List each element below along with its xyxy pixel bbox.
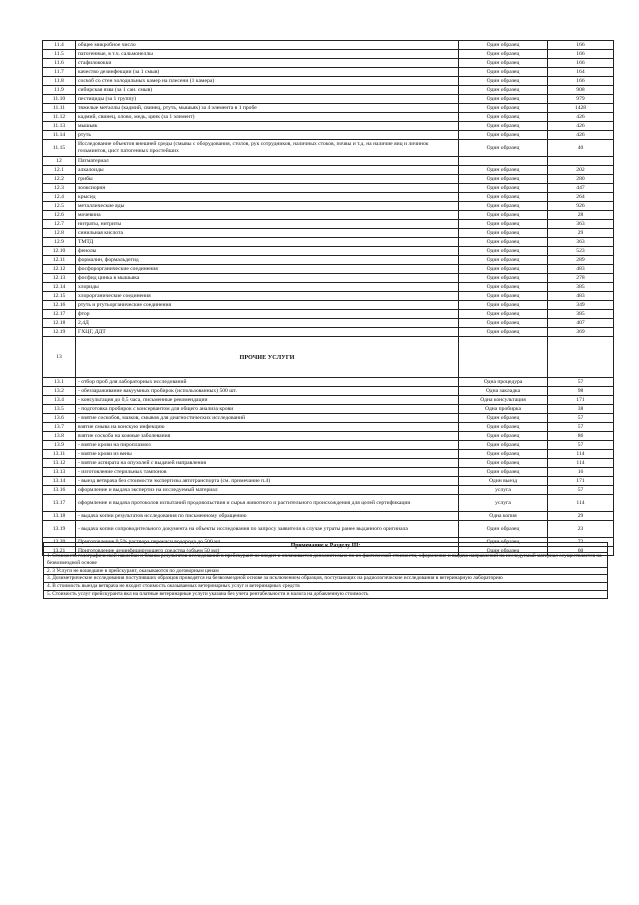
price-row — [43, 477, 614, 486]
row-name: кадмий, свинец, олово, медь, цинк (за 1 элемент) — [76, 113, 459, 122]
row-price: 385 — [548, 283, 614, 292]
row-code: 13.17 — [43, 495, 76, 512]
row-unit: Одна процедура — [459, 378, 548, 387]
row-name: 2,4Д — [76, 319, 459, 328]
row-unit: Один образец — [459, 441, 548, 450]
row-code: 12 — [43, 157, 76, 166]
row-price: 289 — [548, 256, 614, 265]
notes-table — [43, 542, 608, 599]
price-row — [43, 450, 614, 459]
price-row — [43, 193, 614, 202]
row-unit: Одна закладка — [459, 387, 548, 396]
row-unit — [459, 337, 548, 378]
row-price: 98 — [548, 387, 614, 396]
price-row — [43, 301, 614, 310]
price-row — [43, 521, 614, 538]
row-name: грибы — [76, 175, 459, 184]
price-row — [43, 175, 614, 184]
row-unit: Одна копия — [459, 512, 548, 521]
row-price: 426 — [548, 122, 614, 131]
row-price: 164 — [548, 68, 614, 77]
row-unit: Один образец — [459, 59, 548, 68]
row-name: - отбор проб для лабораторных исследований — [76, 378, 459, 387]
row-name: сибирская язва (за 1 сан. смыв) — [76, 86, 459, 95]
row-name: хлорорганические соединения — [76, 292, 459, 301]
row-unit: услуга — [459, 486, 548, 495]
note-text: 3. Дозиметрические исследования поступивших образцов проводятся на безвозмездной основе за исключением образцов, поступающих на радиологические исследования в ветеринарную лабораторию — [44, 575, 608, 583]
row-name: пестициды (за 1 группу) — [76, 95, 459, 104]
price-row — [43, 86, 614, 95]
row-code: 12.2 — [43, 175, 76, 184]
row-code: 11.14 — [43, 131, 76, 140]
row-code: 11.12 — [43, 113, 76, 122]
row-name: ТМТД — [76, 238, 459, 247]
row-code: 13.21 — [43, 547, 76, 556]
row-unit: Один образец — [459, 265, 548, 274]
price-row — [43, 238, 614, 247]
row-code: 12.12 — [43, 265, 76, 274]
note-row — [44, 567, 608, 575]
row-unit: Один образец — [459, 292, 548, 301]
row-price: 264 — [548, 193, 614, 202]
row-name: оформление и выдача экспертиз на исследуемый материал — [76, 486, 459, 495]
row-unit: Один образец — [459, 50, 548, 59]
note-text: 4. В стоимость выезда ветврача не входит стоимость оказываемых ветеринарных услуг и ветеринарных средств — [44, 583, 608, 591]
price-row — [43, 378, 614, 387]
price-table — [42, 40, 614, 556]
row-price: 171 — [548, 477, 614, 486]
row-code: 13.12 — [43, 459, 76, 468]
row-code: 12.17 — [43, 310, 76, 319]
price-row — [43, 247, 614, 256]
row-unit: Один образец — [459, 247, 548, 256]
row-price: 28 — [548, 211, 614, 220]
row-code: 13.5 — [43, 405, 76, 414]
price-row — [43, 495, 614, 512]
note-text: 2. 3 Услуги не вошедшие в прейскурант, оказываются по договорным ценам — [44, 567, 608, 575]
price-list-sheet — [42, 40, 609, 556]
row-name: ПРОЧИЕ УСЛУГИ — [76, 337, 459, 378]
price-row — [43, 512, 614, 521]
row-code: 11.7 — [43, 68, 76, 77]
row-unit: Один образец — [459, 202, 548, 211]
row-name: патогенные, в т.ч. сальмонеллы — [76, 50, 459, 59]
row-name: - выдача копии результатов исследования по письменному обращению — [76, 512, 459, 521]
row-price: 114 — [548, 450, 614, 459]
row-price: 166 — [548, 77, 614, 86]
row-code: 12.14 — [43, 283, 76, 292]
row-unit: Один образец — [459, 459, 548, 468]
row-code: 13.2 — [43, 387, 76, 396]
row-code: 13.7 — [43, 423, 76, 432]
row-code: 11.9 — [43, 86, 76, 95]
row-price: 29 — [548, 229, 614, 238]
price-row — [43, 319, 614, 328]
row-unit: Один образец — [459, 211, 548, 220]
price-row — [43, 211, 614, 220]
price-row — [43, 104, 614, 113]
row-price: 363 — [548, 238, 614, 247]
row-unit: услуга — [459, 495, 548, 512]
row-name: Приготовление 0,5% раствора перекиси водорода до 500 мл — [76, 538, 459, 547]
row-price: 166 — [548, 59, 614, 68]
row-name: стафилококки — [76, 59, 459, 68]
row-price: 40 — [548, 140, 614, 157]
row-name: - взятие соскобов, мазков, смывов для диагностических исследований — [76, 414, 459, 423]
note-text: 1. Стоимость голографической наклейки и бланка результатов исследований в прейскурант не входит и оплачивается дополнительно по их фактической стоимости, оформление и выдача направлений на исследуемый материал осуществляется на безвозмездной основе — [44, 553, 608, 568]
row-code: 12.16 — [43, 301, 76, 310]
row-name: синильная кислота — [76, 229, 459, 238]
price-row — [43, 77, 614, 86]
row-code: 11.15 — [43, 140, 76, 157]
notes-title: Примечание к Разделу III: — [44, 543, 608, 553]
row-price: 16 — [548, 468, 614, 477]
price-row — [43, 310, 614, 319]
row-unit: Один образец — [459, 521, 548, 538]
row-unit: Один образец — [459, 166, 548, 175]
row-name: хлориды — [76, 283, 459, 292]
row-code: 12.15 — [43, 292, 76, 301]
row-price: 349 — [548, 301, 614, 310]
price-row — [43, 432, 614, 441]
row-name: зооксиорин — [76, 184, 459, 193]
price-row — [43, 459, 614, 468]
row-price: 280 — [548, 175, 614, 184]
row-unit: Один образец — [459, 468, 548, 477]
price-row — [43, 441, 614, 450]
row-code: 13.18 — [43, 512, 76, 521]
row-unit: Один образец — [459, 131, 548, 140]
row-name: соскоб со стен холодильных камер на плесени (1 камера) — [76, 77, 459, 86]
row-price: 114 — [548, 459, 614, 468]
price-row — [43, 131, 614, 140]
row-unit: Одна пробирка — [459, 405, 548, 414]
row-name: Патматериал — [76, 157, 459, 166]
note-row — [44, 583, 608, 591]
row-code: 12.11 — [43, 256, 76, 265]
row-price: 385 — [548, 310, 614, 319]
row-unit: Одна консультация — [459, 396, 548, 405]
row-unit: Один образец — [459, 423, 548, 432]
row-name: взятие соскоба на кожные заболевания — [76, 432, 459, 441]
row-name: металлические яды — [76, 202, 459, 211]
row-price: 363 — [548, 220, 614, 229]
row-name: - изготовление стерильных тампонов — [76, 468, 459, 477]
row-code: 13.20 — [43, 538, 76, 547]
row-code: 11.4 — [43, 41, 76, 50]
row-unit: Один выезд — [459, 477, 548, 486]
row-name: формалин, формальдегид — [76, 256, 459, 265]
note-row — [44, 590, 608, 598]
row-unit: Один образец — [459, 301, 548, 310]
row-code: 12.19 — [43, 328, 76, 337]
price-row — [43, 274, 614, 283]
row-price — [548, 337, 614, 378]
row-name: фенолы — [76, 247, 459, 256]
row-unit: Один образец — [459, 86, 548, 95]
row-price: 72 — [548, 538, 614, 547]
row-price: 86 — [548, 432, 614, 441]
price-row — [43, 486, 614, 495]
row-name: - подготовка пробирок с консервантом для общего анализа крови — [76, 405, 459, 414]
row-name: Приготовление дезинфицирующего средства (объем 50 мл) — [76, 547, 459, 556]
price-row — [43, 220, 614, 229]
row-price: 171 — [548, 396, 614, 405]
row-price: 57 — [548, 486, 614, 495]
row-code: 13.4 — [43, 396, 76, 405]
row-code: 11.10 — [43, 95, 76, 104]
row-unit: Один образец — [459, 77, 548, 86]
price-row — [43, 122, 614, 131]
row-unit: Один образец — [459, 319, 548, 328]
row-unit: Один образец — [459, 113, 548, 122]
price-row — [43, 140, 614, 157]
row-code: 12.9 — [43, 238, 76, 247]
row-price: 523 — [548, 247, 614, 256]
row-price: 369 — [548, 328, 614, 337]
row-name: общее микробное число — [76, 41, 459, 50]
price-row — [43, 328, 614, 337]
row-name: фтор — [76, 310, 459, 319]
row-name: фосфид цинка в мышьяка — [76, 274, 459, 283]
row-unit: Один образец — [459, 450, 548, 459]
row-name: - выезд ветврача без стоимости экспертизы автотранспорта (см. примечание п.4) — [76, 477, 459, 486]
row-name: мочевина — [76, 211, 459, 220]
row-price: 278 — [548, 274, 614, 283]
row-code: 13.16 — [43, 486, 76, 495]
row-name: - взятие крови на пироплазмоз — [76, 441, 459, 450]
row-unit: Один образец — [459, 229, 548, 238]
row-unit: Один образец — [459, 538, 548, 547]
row-code: 13.13 — [43, 468, 76, 477]
row-price: 979 — [548, 95, 614, 104]
row-price: 60 — [548, 547, 614, 556]
price-row — [43, 50, 614, 59]
price-row — [43, 292, 614, 301]
row-price — [548, 157, 614, 166]
row-name: - взятие аспирата на опухолей с выдачей направления — [76, 459, 459, 468]
price-row — [43, 166, 614, 175]
row-name: Исследование объектов внешней среды (смывы с оборудования, столов, рук сотрудников, наличных стоков, почвы и т.д. на наличие яиц и личинок гельминтов, цист патогенных простейших — [76, 140, 459, 157]
row-price: 166 — [548, 41, 614, 50]
row-code: 12.10 — [43, 247, 76, 256]
row-code: 12.13 — [43, 274, 76, 283]
row-code: 11.8 — [43, 77, 76, 86]
row-code: 13.9 — [43, 441, 76, 450]
row-name: алкалоиды — [76, 166, 459, 175]
row-unit: Один образец — [459, 104, 548, 113]
row-unit: Один образец — [459, 256, 548, 265]
price-row — [43, 229, 614, 238]
price-row — [43, 405, 614, 414]
price-row — [43, 41, 614, 50]
price-row — [43, 423, 614, 432]
row-unit: Один образец — [459, 274, 548, 283]
row-name: фосфорорганические соединения — [76, 265, 459, 274]
row-code: 13.19 — [43, 521, 76, 538]
row-unit: Один образец — [459, 95, 548, 104]
note-row — [44, 553, 608, 568]
row-unit: Один образец — [459, 414, 548, 423]
price-row — [43, 59, 614, 68]
row-unit: Один образец — [459, 122, 548, 131]
row-code: 12.7 — [43, 220, 76, 229]
price-row — [43, 396, 614, 405]
row-unit: Один образец — [459, 184, 548, 193]
row-unit: Один образец — [459, 68, 548, 77]
row-unit: Один образец — [459, 140, 548, 157]
row-price: 908 — [548, 86, 614, 95]
price-row — [43, 283, 614, 292]
row-price: 57 — [548, 414, 614, 423]
row-unit: Один образец — [459, 283, 548, 292]
row-name: качество дезинфекции (за 1 смыв) — [76, 68, 459, 77]
row-name: тяжелые металлы (кадмий, свинец, ртуть, мышьяк) за 4 элемента в 1 пробе — [76, 104, 459, 113]
row-name: оформление и выдача протоколов испытаний продовольствия и сырья животного и растительного происхождения для целей сертификации — [76, 495, 459, 512]
row-unit: Один образец — [459, 328, 548, 337]
price-row — [43, 468, 614, 477]
row-code: 12.4 — [43, 193, 76, 202]
price-row — [43, 414, 614, 423]
price-row — [43, 68, 614, 77]
row-name: взятие смыва на конскую инфекцию — [76, 423, 459, 432]
row-name: нитраты, нитриты — [76, 220, 459, 229]
row-unit: Один образец — [459, 547, 548, 556]
notes-header-row — [44, 543, 608, 553]
row-code: 13.8 — [43, 432, 76, 441]
row-name: - консультация до 0,5 часа, письменные рекомендации — [76, 396, 459, 405]
row-unit: Один образец — [459, 310, 548, 319]
row-unit: Один образец — [459, 220, 548, 229]
row-name: ГХЦГ, ДДТ — [76, 328, 459, 337]
row-price: 166 — [548, 50, 614, 59]
row-name: ртуть — [76, 131, 459, 140]
row-price: 114 — [548, 495, 614, 512]
row-code: 12.6 — [43, 211, 76, 220]
row-price: 57 — [548, 378, 614, 387]
row-code: 11.6 — [43, 59, 76, 68]
row-price: 1428 — [548, 104, 614, 113]
row-price: 23 — [548, 521, 614, 538]
row-unit: Один образец — [459, 41, 548, 50]
row-price: 38 — [548, 405, 614, 414]
price-row — [43, 113, 614, 122]
row-code: 11.13 — [43, 122, 76, 131]
row-code: 12.5 — [43, 202, 76, 211]
section-row — [43, 337, 614, 378]
row-name: ртуть и ртутьорганические соединения — [76, 301, 459, 310]
row-code: 13 — [43, 337, 76, 378]
row-name: - выдача копии сопроводительного документа на объекты исследования по запросу заявителя в случае утраты ранее выданного оригинала — [76, 521, 459, 538]
row-unit: Один образец — [459, 193, 548, 202]
price-row — [43, 256, 614, 265]
row-unit: Один образец — [459, 238, 548, 247]
row-price: 447 — [548, 184, 614, 193]
row-code: 12.3 — [43, 184, 76, 193]
note-row — [44, 575, 608, 583]
row-price: 426 — [548, 113, 614, 122]
row-code: 13.6 — [43, 414, 76, 423]
row-price: 483 — [548, 265, 614, 274]
row-code: 13.14 — [43, 477, 76, 486]
price-row — [43, 387, 614, 396]
row-price: 426 — [548, 131, 614, 140]
price-row — [43, 157, 614, 166]
row-price: 483 — [548, 292, 614, 301]
row-price: 407 — [548, 319, 614, 328]
row-price: 57 — [548, 441, 614, 450]
note-text: 5. Стоимость услуг прейскуранта вкл на платные ветеринарные услуги указана без учета рентабельности и налога на добавленную стоимость — [44, 590, 608, 598]
row-code: 12.18 — [43, 319, 76, 328]
row-price: 29 — [548, 512, 614, 521]
row-price: 57 — [548, 423, 614, 432]
row-name: - обеззараживание вакуумных пробирок (использованных) 500 шт. — [76, 387, 459, 396]
row-code: 12.1 — [43, 166, 76, 175]
row-unit: Один образец — [459, 175, 548, 184]
row-unit — [459, 157, 548, 166]
row-name: мышьяк — [76, 122, 459, 131]
row-code: 13.1 — [43, 378, 76, 387]
row-code: 11.5 — [43, 50, 76, 59]
row-price: 926 — [548, 202, 614, 211]
row-name: крысид — [76, 193, 459, 202]
row-name: - взятие крови из вены — [76, 450, 459, 459]
row-code: 11.11 — [43, 104, 76, 113]
price-row — [43, 202, 614, 211]
price-row — [43, 184, 614, 193]
row-unit: Один образец — [459, 432, 548, 441]
price-row — [43, 95, 614, 104]
row-code: 13.11 — [43, 450, 76, 459]
row-code: 12.8 — [43, 229, 76, 238]
price-row — [43, 265, 614, 274]
row-price: 202 — [548, 166, 614, 175]
